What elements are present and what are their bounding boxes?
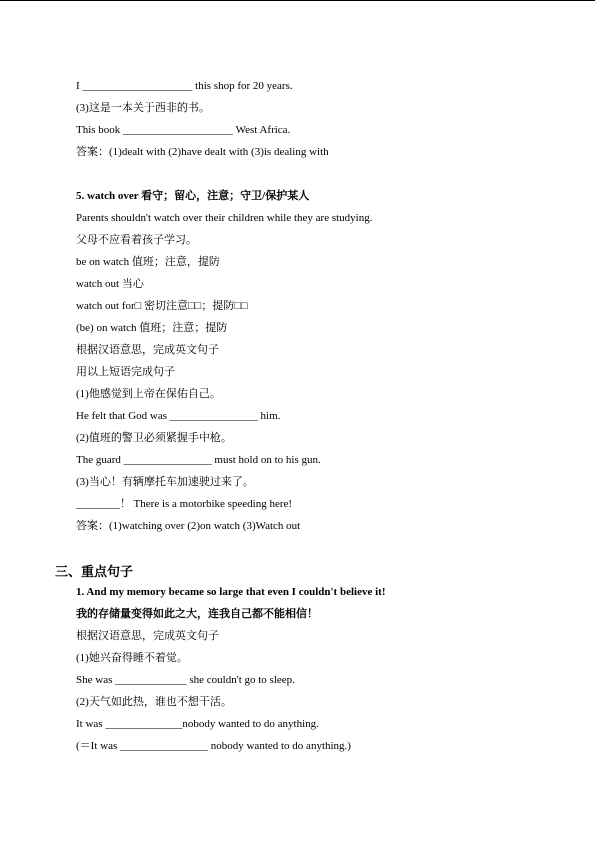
phrase-definition: watch out for□ 密切注意□□；提防□□ xyxy=(76,300,248,312)
exercise-blank-line: She was _____________ she couldn't go to sleep. xyxy=(76,674,295,686)
exercise-blank-line: (＝It was ________________ nobody wanted to do anything.) xyxy=(76,740,351,752)
exercise-blank-line: He felt that God was ________________ him. xyxy=(76,410,281,422)
chinese-prompt: (2)值班的警卫必须紧握手中枪。 xyxy=(76,432,232,444)
exercise-blank-line: The guard ________________ must hold on to his gun. xyxy=(76,454,321,466)
phrase-heading: 5. watch over 看守；留心，注意；守卫/保护某人 xyxy=(76,190,310,202)
phrase-definition: watch out 当心 xyxy=(76,278,144,290)
section-heading: 三、重点句子 xyxy=(55,565,134,580)
chinese-prompt: (1)他感觉到上帝在保佑自己。 xyxy=(76,388,221,400)
page-top-border xyxy=(0,0,595,1)
instruction-line: 用以上短语完成句子 xyxy=(76,366,175,378)
instruction-line: 根据汉语意思，完成英文句子 xyxy=(76,344,219,356)
exercise-blank-line: It was ______________nobody wanted to do anything. xyxy=(76,718,319,730)
chinese-prompt: (1)她兴奋得睡不着觉。 xyxy=(76,652,188,664)
chinese-prompt: (3)这是一本关于西非的书。 xyxy=(76,102,210,114)
key-sentence-translation: 我的存储量变得如此之大，连我自己都不能相信！ xyxy=(76,608,318,620)
instruction-line: 根据汉语意思，完成英文句子 xyxy=(76,630,219,642)
example-translation: 父母不应看着孩子学习。 xyxy=(76,234,197,246)
exercise-blank-line: This book ____________________ West Africa. xyxy=(76,124,291,136)
chinese-prompt: (3)当心！有辆摩托车加速驶过来了。 xyxy=(76,476,254,488)
chinese-prompt: (2)天气如此热，谁也不想干活。 xyxy=(76,696,232,708)
exercise-blank-line: ________！ There is a motorbike speeding here! xyxy=(76,498,293,510)
exercise-blank-line: I ____________________ this shop for 20 years. xyxy=(76,80,293,92)
answer-line: 答案：(1)dealt with (2)have dealt with (3)is dealing with xyxy=(76,146,329,158)
answer-line: 答案：(1)watching over (2)on watch (3)Watch out xyxy=(76,520,301,532)
phrase-definition: (be) on watch 值班；注意；提防 xyxy=(76,322,228,334)
key-sentence: 1. And my memory became so large that even I couldn't believe it! xyxy=(76,586,386,598)
example-sentence: Parents shouldn't watch over their children while they are studying. xyxy=(76,212,373,224)
phrase-definition: be on watch 值班；注意，提防 xyxy=(76,256,220,268)
